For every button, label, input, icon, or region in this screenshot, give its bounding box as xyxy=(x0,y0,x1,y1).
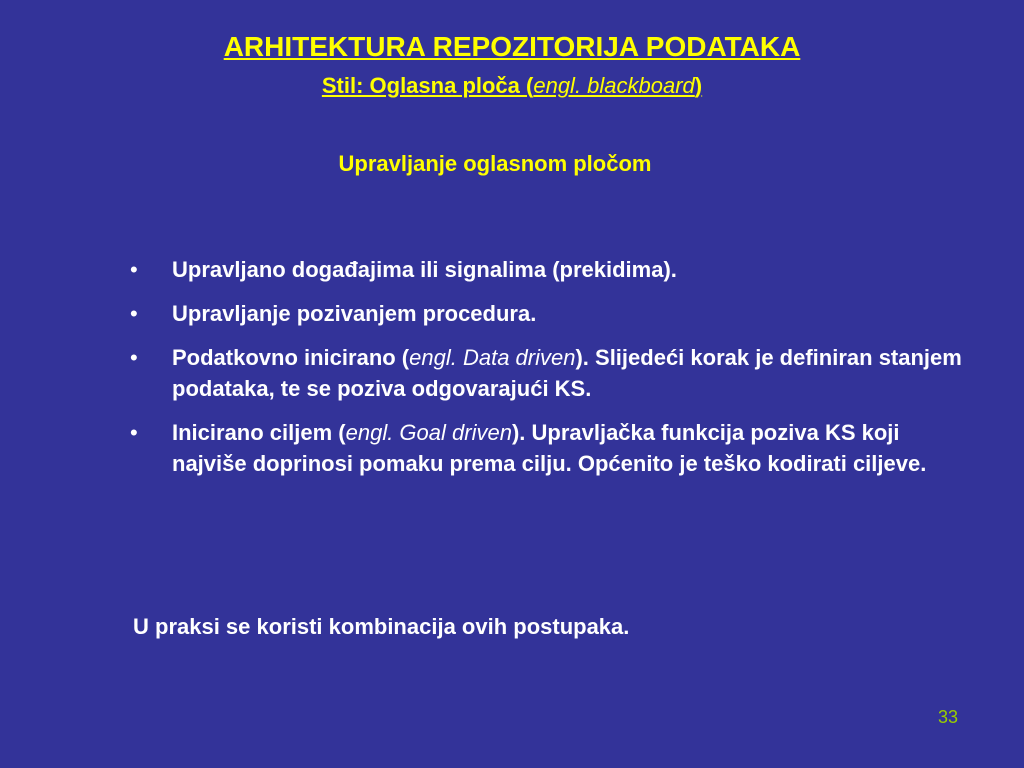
slide-title: ARHITEKTURA REPOZITORIJA PODATAKA xyxy=(223,31,801,62)
bullet-marker: • xyxy=(130,257,138,282)
page-number: 33 xyxy=(938,707,959,727)
bullet-text-before: Inicirano ciljem ( xyxy=(172,420,346,445)
subtitle-suffix: ) xyxy=(694,73,703,98)
conclusion-text: U praksi se koristi kombinacija ovih postupaka. xyxy=(133,614,630,639)
bullet-list xyxy=(130,254,970,492)
subtitle-italic: engl. blackboard xyxy=(533,73,695,98)
bullet-item xyxy=(130,342,970,404)
bullet-text: Upravljano događajima ili signalima (prekidima). xyxy=(172,257,677,282)
bullet-text-before: Podatkovno inicirano ( xyxy=(172,345,410,370)
bullet-item xyxy=(130,254,970,285)
bullet-marker: • xyxy=(130,301,138,326)
bullet-marker: • xyxy=(130,345,138,370)
bullet-marker: • xyxy=(130,420,138,445)
bullet-text: Upravljanje pozivanjem procedura. xyxy=(172,301,537,326)
bullet-text-italic: engl. Goal driven xyxy=(345,420,512,445)
bullet-text-italic: engl. Data driven xyxy=(409,345,576,370)
subtitle-prefix: Stil: Oglasna ploča ( xyxy=(321,73,534,98)
bullet-item xyxy=(130,417,970,479)
slide-subtitle xyxy=(0,72,1024,100)
bullet-item xyxy=(130,298,970,329)
section-heading: Upravljanje oglasnom pločom xyxy=(338,151,652,176)
bullet-text-after: ). Slijedeći korak je definiran stanjem podataka, te se poziva odgovarajući KS. xyxy=(172,345,962,401)
bullet-text-after: ). Upravljačka funkcija poziva KS koji najviše doprinosi pomaku prema cilju. Općenito je teško kodirati ciljeve. xyxy=(172,420,927,476)
